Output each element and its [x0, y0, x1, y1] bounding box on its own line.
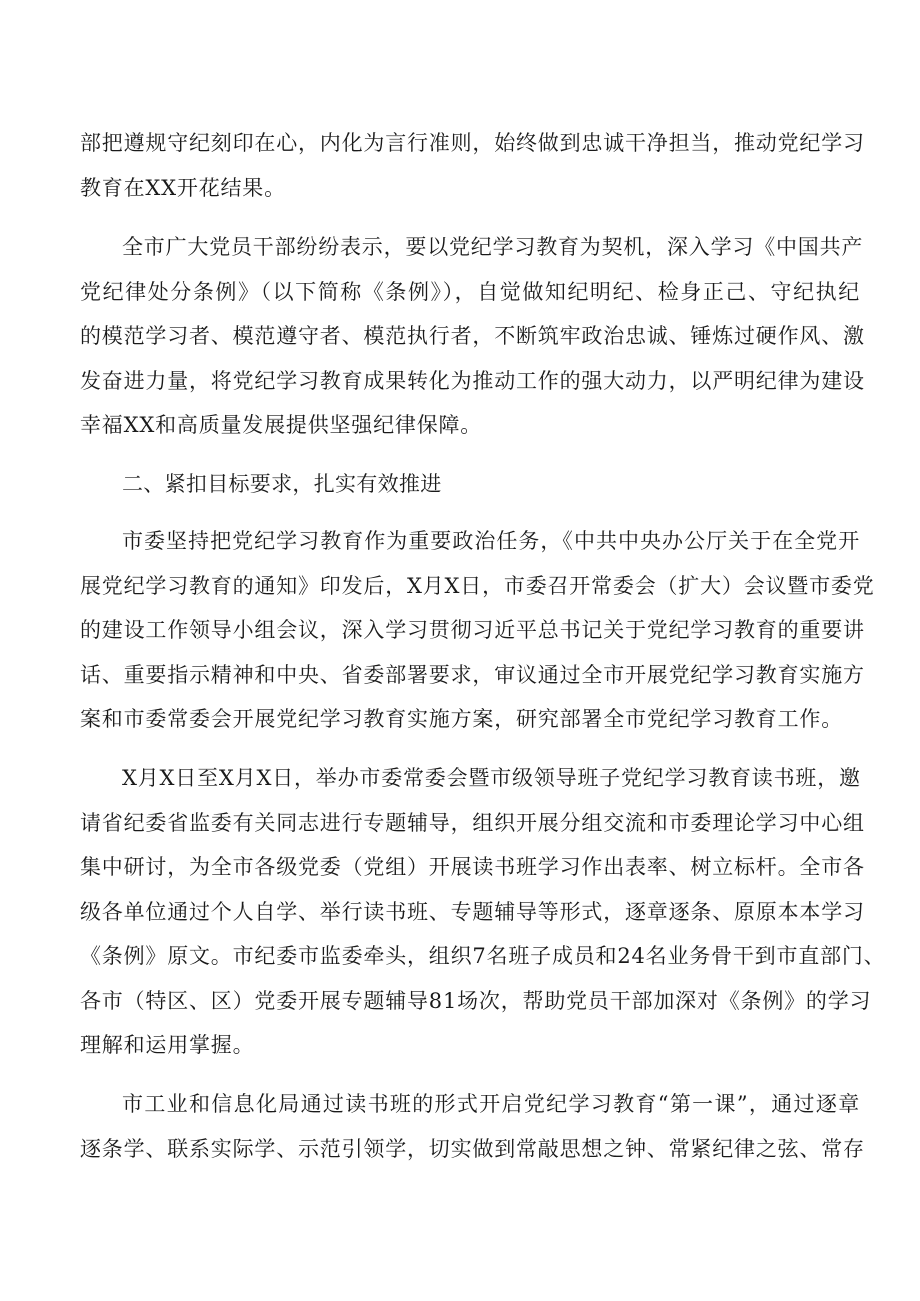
- text-line: 逐条学、联系实际学、示范引领学，切实做到常敲思想之钟、常紧纪律之弦、常存: [80, 1137, 865, 1161]
- text-line: 的建设工作领导小组会议，深入学习贯彻习近平总书记关于党纪学习教育的重要讲: [80, 618, 865, 642]
- text-line: 部把遵规守纪刻印在心，内化为言行准则，始终做到忠诚干净担当，推动党纪学习: [80, 131, 865, 155]
- text-line: 级各单位通过个人自学、举行读书班、专题辅导等形式，逐章逐条、原原本本学习: [80, 900, 865, 924]
- text-line: 集中研讨，为全市各级党委（党组）开展读书班学习作出表率、树立标杆。全市各: [80, 855, 865, 879]
- text-line: 市委坚持把党纪学习教育作为重要政治任务，《中共中央办公厅关于在全党开: [122, 529, 860, 553]
- text-line: 案和市委常委会开展党纪学习教育实施方案，研究部署全市党纪学习教育工作。: [80, 707, 843, 731]
- text-line: 请省纪委省监委有关同志进行专题辅导，组织开展分组交流和市委理论学习中心组: [80, 811, 865, 835]
- text-line: 的模范学习者、模范遵守者、模范执行者，不断筑牢政治忠诚、锤炼过硬作风、激: [80, 324, 865, 348]
- text-line: 各市（特区、区）党委开展专题辅导81场次，帮助党员干部加深对《条例》的学习: [80, 989, 872, 1013]
- text-line: 全市广大党员干部纷纷表示，要以党纪学习教育为契机，深入学习《中国共产: [122, 235, 864, 259]
- text-line: 教育在XX开花结果。: [80, 176, 286, 200]
- text-line: 发奋进力量，将党纪学习教育成果转化为推动工作的强大动力，以严明纪律为建设: [80, 369, 865, 393]
- section-heading: 二、紧扣目标要求，扎实有效推进: [122, 472, 442, 496]
- text-line: 理解和运用掌握。: [80, 1033, 255, 1057]
- text-line: 党纪律处分条例》（以下简称《条例》），自觉做知纪明纪、检身正己、守纪执纪: [80, 280, 860, 304]
- text-line: 市工业和信息化局通过读书班的形式开启党纪学习教育“第一课”，通过逐章: [122, 1092, 860, 1116]
- text-line: 《条例》原文。市纪委市监委牵头，组织7名班子成员和24名业务骨干到市直部门、: [80, 944, 886, 968]
- text-line: 展党纪学习教育的通知》印发后，X月X日，市委召开常委会（扩大）会议暨市委党: [80, 574, 875, 598]
- text-line: X月X日至X月X日，举办市委常委会暨市级领导班子党纪学习教育读书班，邀: [122, 766, 861, 790]
- text-line: 幸福XX和高质量发展提供坚强纪律保障。: [80, 413, 483, 437]
- text-line: 话、重要指示精神和中央、省委部署要求，审议通过全市开展党纪学习教育实施方: [80, 663, 865, 687]
